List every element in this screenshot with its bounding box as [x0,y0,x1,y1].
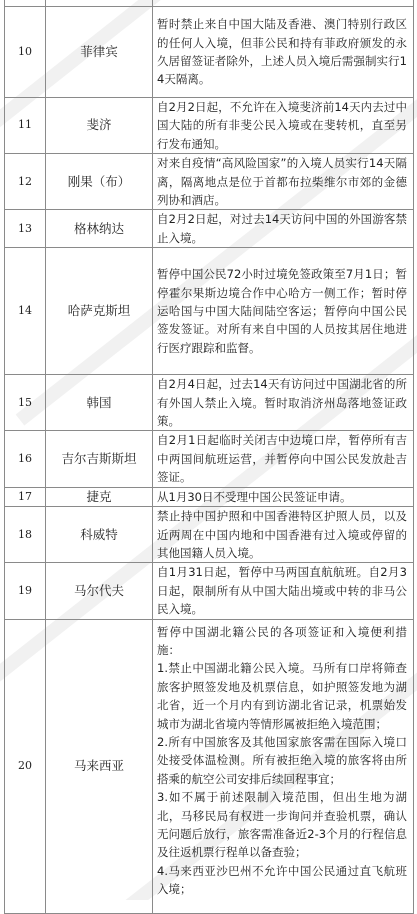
entry-measures [153,619,414,913]
table-row [5,154,414,210]
row-number: 10 [5,7,46,98]
table-row [5,431,414,487]
entry-measures [153,563,414,619]
row-number: 16 [5,431,46,487]
row-number: 18 [5,507,46,563]
table-row [5,619,414,913]
row-number: 11 [5,98,46,154]
measure-paragraph: 自2月4日起，过去14天有访问过中国湖北省的所有外国人禁止入境。暂时取消济州岛落地签证政策。 [157,377,407,429]
measure-paragraph: 自2月1日起临时关闭吉中边境口岸，暂停所有吉中两国间航班运营，并暂停向中国公民发放赴吉签证。 [157,433,407,485]
country-name: 刚果（布） [46,154,153,210]
measure-paragraph: 暂停中国公民72小时过境免签政策至7月1日；暂停霍尔果斯边境合作中心哈方一侧工作；暂时停运哈国与中国大陆间陆空客运；暂停向中国公民签发签证。对所有来自中国的人员按其居住地进行医疗跟踪和监督。 [157,267,407,355]
row-number: 13 [5,210,46,248]
country-name: 科威特 [46,507,153,563]
measure-paragraph: 自1月31日起，暂停中马两国直航航班。自2月3日起，限制所有从中国大陆出境或中转的非马公民入境。 [157,565,407,617]
row-number: 15 [5,375,46,431]
table-row [5,375,414,431]
table-row [5,7,414,98]
country-name: 捷克 [46,487,153,506]
row-number: 20 [5,619,46,913]
measure-paragraph: 4.马来西亚沙巴州不允许中国公民通过直飞航班入境； [157,863,407,897]
entry-measures [153,375,414,431]
entry-measures [153,431,414,487]
measure-paragraph: 从1月30日不受理中国公民签证申请。 [157,489,352,504]
measure-paragraph: 对来自疫情“高风险国家”的入境人员实行14天隔离，隔离地点是位于首都布拉柴维尔市郊的金德列协和酒店。 [157,156,407,208]
country-measures-table [4,0,414,914]
country-name: 吉尔吉斯斯坦 [46,431,153,487]
row-number: 12 [5,154,46,210]
measure-paragraph: 自2月2日起，不允许在入境斐济前14天内去过中国大陆的所有非斐公民入境或在斐转机，直至另行发布通知。 [157,100,407,151]
row-number: 14 [5,248,46,375]
entry-measures [153,210,414,248]
table-row [5,507,414,563]
entry-measures [153,507,414,563]
measure-paragraph: 禁止持中国护照和中国香港特区护照人员，以及近两周在中国内地和中国香港有过入境或停留的其他国籍人员入境。 [157,509,407,560]
table-row [5,98,414,154]
measure-paragraph: 2.所有中国旅客及其他国家旅客需在国际入境口处接受体温检测。所有被拒绝入境的旅客将由所搭乘的航空公司安排后续回程事宜； [157,734,407,786]
entry-measures [153,7,414,98]
table-row [5,248,414,375]
measure-paragraph: 暂时禁止来自中国大陆及香港、澳门特别行政区的任何人入境，但菲公民和持有菲政府颁发的永久居留签证者除外，上述人员入境后需强制实行14天隔离。 [157,17,407,87]
measure-paragraph: 暂停中国湖北籍公民的各项签证和入境便利措施： [157,624,407,657]
table-row [5,487,414,506]
entry-measures [153,248,414,375]
row-number: 19 [5,563,46,619]
entry-measures [153,487,414,506]
row-number: 17 [5,487,46,506]
measure-paragraph: 1.禁止中国湖北籍公民入境。马所有口岸将筛查旅客护照签发地及机票信息，如护照签发地为湖北省，近一个月内有到访湖北省记录，机票始发城市为湖北省境内等情形属被拒绝入境范围； [157,661,407,731]
entry-measures [153,98,414,154]
country-name: 格林纳达 [46,210,153,248]
measure-paragraph: 自2月2日起，对过去14天访问中国的外国游客禁止入境。 [157,212,407,245]
entry-measures [153,154,414,210]
table-row [5,563,414,619]
country-name: 马来西亚 [46,619,153,913]
country-name: 哈萨克斯坦 [46,248,153,375]
country-name: 菲律宾 [46,7,153,98]
measure-paragraph: 3.如不属于前述限制入境范围，但出生地为湖北，马移民局有权进一步询问并查验机票，确认无问题后放行，旅客需准备近2-3个月的行程信息及往返机票行程单以备查验； [157,790,407,860]
table-row [5,210,414,248]
country-name: 韩国 [46,375,153,431]
country-name: 马尔代夫 [46,563,153,619]
country-name: 斐济 [46,98,153,154]
